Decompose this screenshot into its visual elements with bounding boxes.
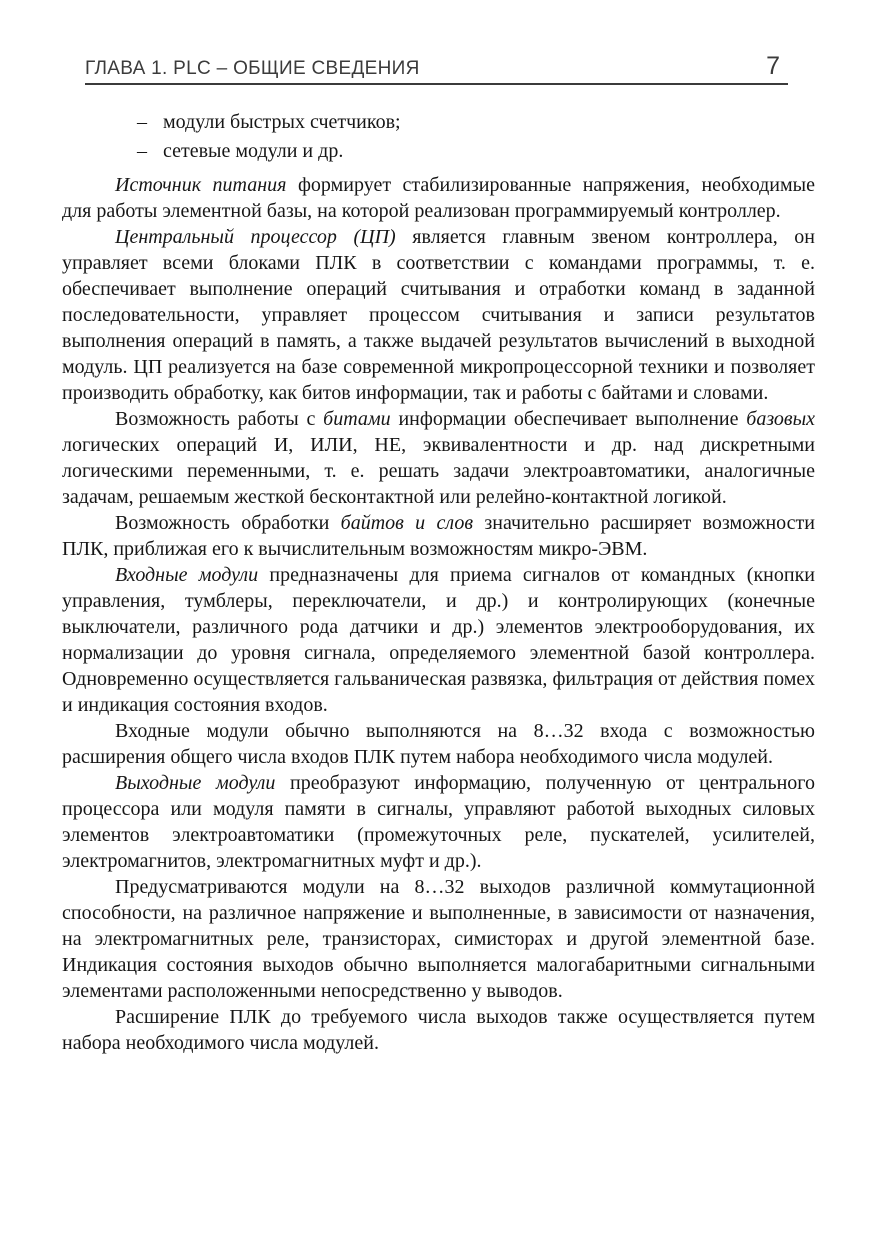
paragraph bbox=[62, 770, 815, 874]
header-rule bbox=[85, 83, 788, 85]
page-number: 7 bbox=[766, 52, 780, 80]
chapter-title: ГЛАВА 1. PLC – ОБЩИЕ СВЕДЕНИЯ bbox=[85, 58, 420, 79]
paragraph bbox=[62, 874, 815, 1004]
italic-term: базовых bbox=[746, 408, 815, 430]
page-body bbox=[62, 108, 815, 1056]
list-item-text: модули быстрых счетчиков; bbox=[163, 111, 401, 133]
list-item bbox=[62, 108, 815, 137]
italic-term: Источник питания bbox=[115, 174, 287, 196]
paragraph bbox=[62, 562, 815, 718]
italic-term: Входные модули bbox=[115, 564, 259, 586]
paragraph bbox=[62, 510, 815, 562]
paragraph bbox=[62, 172, 815, 224]
italic-term: Выходные модули bbox=[115, 772, 276, 794]
text-run: логических операций И, ИЛИ, НЕ, эквивалентности и др. над дискретными логическими переменными, т. е. решать задачи электроавтоматики, аналогичные задачам, решаемым жесткой бесконтактной или релейно-контактной логикой. bbox=[62, 434, 815, 508]
paragraph bbox=[62, 1004, 815, 1056]
text-run: предназначены для приема сигналов от командных (кнопки управления, тумблеры, переключатели, и др.) и контролирующих (конечные выключатели, различного рода датчики и др.) элементов электрооборудования, их нормализации до уровня сигнала, определяемого элементной базой контроллера. Одновременно осуществляется гальваническая развязка, фильтрация от действия помех и индикация состояния входов. bbox=[62, 564, 815, 716]
page-header bbox=[85, 52, 788, 81]
text-run: Входные модули обычно выполняются на 8…32 входа с возможностью расширения общего числа входов ПЛК путем набора необходимого числа модулей. bbox=[62, 720, 815, 768]
text-run: информации обеспечивает выполнение bbox=[390, 408, 747, 430]
italic-term: Центральный процессор (ЦП) bbox=[115, 226, 396, 248]
text-run: Возможность обработки bbox=[115, 512, 341, 534]
paragraph bbox=[62, 406, 815, 510]
text-run: Возможность работы с bbox=[115, 408, 324, 430]
list-item-text: сетевые модули и др. bbox=[163, 140, 344, 162]
paragraph bbox=[62, 718, 815, 770]
text-run: Расширение ПЛК до требуемого числа выходов также осуществляется путем набора необходимого числа модулей. bbox=[62, 1006, 815, 1054]
italic-term: битами bbox=[323, 408, 391, 430]
list-bullet-dash: – bbox=[137, 111, 147, 133]
italic-term: байтов и слов bbox=[340, 512, 474, 534]
text-run: Предусматриваются модули на 8…32 выходов различной коммутационной способности, на различное напряжение и выполненные, в зависимости от назначения, на электромагнитных реле, транзисторах, симисторах и другой элементной базе. Индикация состояния выходов обычно выполняется малогабаритными сигнальными элементами расположенными непосредственно у выводов. bbox=[62, 876, 815, 1002]
text-run: является главным звеном контроллера, он управляет всеми блоками ПЛК в соответствии с командами программы, т. е. обеспечивает выполнение операций считывания и отработки команд в заданной последовательности, управляет процессом считывания и записи результатов выполнения операций в память, а также выдачей результатов вычислений в выходной модуль. ЦП реализуется на базе современной микропроцессорной техники и позволяет производить обработку, как битов информации, так и работы с байтами и словами. bbox=[62, 226, 815, 404]
paragraph bbox=[62, 224, 815, 406]
text-run: формирует стабилизированные напряжения, необходимые для работы элементной базы, на которой реализован программируемый контроллер. bbox=[62, 174, 815, 222]
list-bullet-dash: – bbox=[137, 140, 147, 162]
list-item bbox=[62, 137, 815, 166]
text-run: преобразуют информацию, полученную от центрального процессора или модуля памяти в сигналы, управляют работой выходных силовых элементов электроавтоматики (промежуточных реле, пускателей, усилителей, электромагнитов, электромагнитных муфт и др.). bbox=[62, 772, 815, 872]
text-run: значительно расширяет возможности ПЛК, приближая его к вычислительным возможностям микро-ЭВМ. bbox=[62, 512, 815, 560]
